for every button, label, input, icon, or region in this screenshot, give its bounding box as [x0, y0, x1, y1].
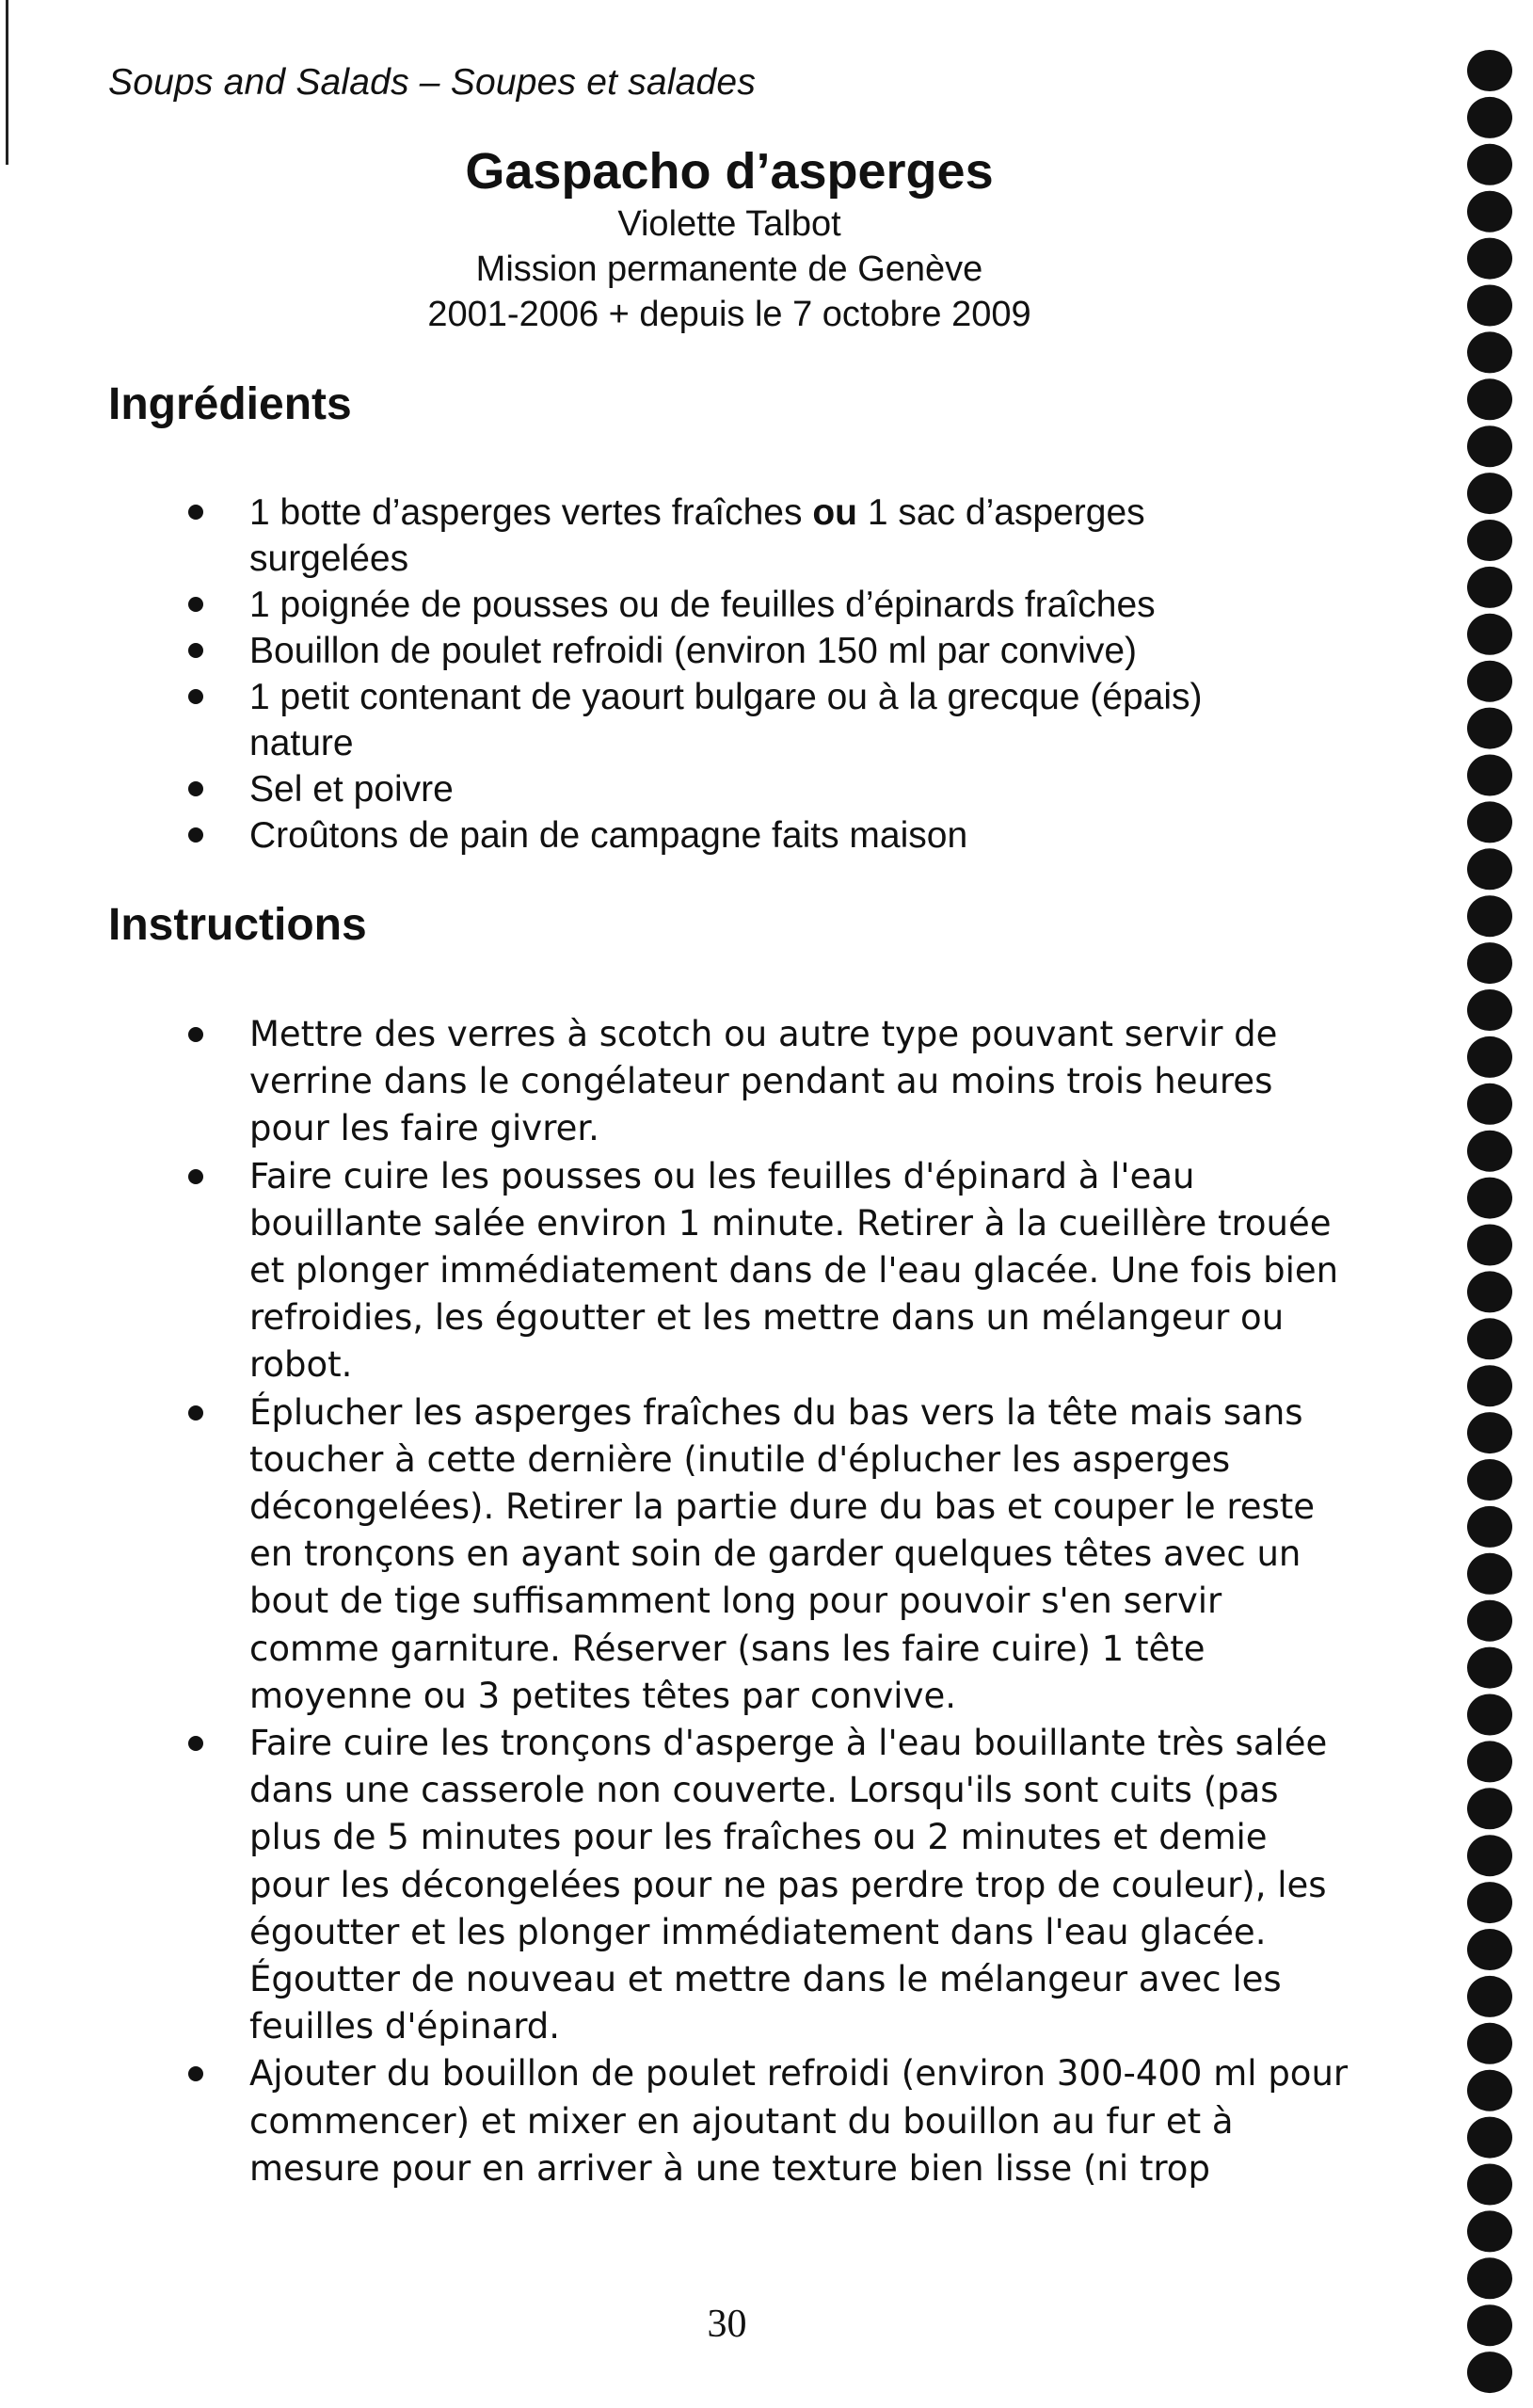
bullet-icon — [188, 827, 203, 843]
recipe-title: Gaspacho d’asperges — [465, 143, 994, 200]
recipe-author: Violette Talbot — [617, 204, 841, 244]
binding-hole-icon — [1467, 2023, 1512, 2064]
bullet-icon — [188, 505, 203, 520]
instruction-step — [179, 1011, 1355, 1153]
binding-hole-icon — [1467, 1506, 1512, 1548]
binding-hole-icon — [1467, 473, 1512, 514]
binding-hole-icon — [1467, 801, 1512, 843]
bullet-icon — [188, 597, 203, 612]
binding-hole-icon — [1467, 285, 1512, 327]
binding-hole-icon — [1467, 1271, 1512, 1312]
ingredients-list — [179, 490, 1233, 859]
binding-hole-icon — [1467, 1741, 1512, 1782]
binding-hole-icon — [1467, 895, 1512, 937]
bullet-icon — [188, 781, 203, 796]
binding-hole-icon — [1467, 1084, 1512, 1125]
instruction-text: Ajouter du bouillon de poulet refroidi (environ 300-400 ml pour commencer) et mixer en ajoutant du bouillon au fur et à mesure pour en arriver à une texture bien lisse (ni trop — [249, 2053, 1349, 2189]
instruction-step — [179, 2050, 1355, 2192]
binding-hole-icon — [1467, 1929, 1512, 1970]
instruction-step — [179, 1153, 1355, 1389]
instructions-list — [179, 1011, 1355, 2192]
bullet-icon — [188, 1169, 203, 1184]
ingredients-heading: Ingrédients — [108, 379, 352, 429]
page-number: 30 — [707, 2303, 747, 2346]
bullet-icon — [188, 2066, 203, 2081]
ingredient-text: 1 poignée de pousses ou de feuilles d’épinards fraîches — [249, 585, 1156, 625]
instructions-heading: Instructions — [108, 900, 367, 950]
binding-hole-icon — [1467, 755, 1512, 796]
instruction-text: Mettre des verres à scotch ou autre type pouvant servir de verrine dans le congélateur pendant au moins trois heures pour les faire givrer. — [249, 1014, 1278, 1149]
ingredient-text: Bouillon de poulet refroidi (environ 150 ml par convive) — [249, 631, 1138, 671]
running-head: Soups and Salads – Soupes et salades — [108, 62, 757, 103]
binding-hole-icon — [1467, 191, 1512, 233]
binding-hole-icon — [1467, 2210, 1512, 2252]
binding-hole-icon — [1467, 1225, 1512, 1266]
binding-hole-icon — [1467, 708, 1512, 749]
recipe-dates: 2001-2006 + depuis le 7 octobre 2009 — [427, 295, 1031, 334]
binding-hole-icon — [1467, 97, 1512, 138]
binding-hole-icon — [1467, 614, 1512, 655]
binding-hole-icon — [1467, 1131, 1512, 1172]
binding-hole-icon — [1467, 1318, 1512, 1359]
ingredient-item — [179, 628, 1233, 674]
binding-hole-icon — [1467, 1553, 1512, 1595]
ingredient-item — [179, 766, 1233, 812]
binding-hole-icon — [1467, 238, 1512, 280]
instruction-text: Faire cuire les tronçons d'asperge à l'eau bouillante très salée dans une casserole non couverte. Lorsqu'ils sont cuits (pas plus de 5 minutes pour les fraîches ou 2 minutes et demie pour les décongelées pour ne pas perdre trop de couleur), les égoutter et les plonger immédiatement dans l'eau glacée. Égoutter de nouveau et mettre dans le mélangeur avec les feuilles d'épinard. — [249, 1723, 1328, 2047]
binding-hole-icon — [1467, 1459, 1512, 1501]
bullet-icon — [188, 1736, 203, 1751]
recipe-organization: Mission permanente de Genève — [475, 249, 983, 289]
ingredient-item — [179, 582, 1233, 628]
binding-hole-icon — [1467, 1365, 1512, 1406]
bullet-icon — [188, 1027, 203, 1042]
instruction-step — [179, 1720, 1355, 2050]
instruction-step — [179, 1389, 1355, 1720]
binding-hole-icon — [1467, 2117, 1512, 2159]
binding-hole-icon — [1467, 1647, 1512, 1689]
ingredient-text: 1 petit contenant de yaourt bulgare ou à la grecque (épais) nature — [249, 677, 1203, 763]
binding-hole-icon — [1467, 425, 1512, 467]
binding-hole-icon — [1467, 331, 1512, 373]
binding-hole-icon — [1467, 520, 1512, 561]
binding-hole-icon — [1467, 1788, 1512, 1829]
title-block — [358, 141, 1101, 337]
binding-holes-graphic — [1439, 0, 1533, 2408]
binding-hole-icon — [1467, 989, 1512, 1031]
binding-hole-icon — [1467, 2304, 1512, 2346]
ingredient-text: 1 sac d’asperges surgelées — [249, 492, 1145, 579]
binding-hole-icon — [1467, 2164, 1512, 2206]
binding-hole-icon — [1467, 1412, 1512, 1453]
binding-hole-icon — [1467, 2352, 1512, 2393]
ingredient-text: Sel et poivre — [249, 769, 454, 810]
binding-hole-icon — [1467, 1036, 1512, 1078]
ingredient-item — [179, 812, 1233, 859]
binding-hole-icon — [1467, 144, 1512, 185]
binding-hole-icon — [1467, 50, 1512, 91]
ingredient-text: 1 botte d’asperges vertes fraîches — [249, 492, 813, 533]
binding-hole-icon — [1467, 2257, 1512, 2299]
page-edge-rule — [6, 0, 8, 165]
ingredient-item — [179, 490, 1233, 582]
bullet-icon — [188, 643, 203, 658]
binding-hole-icon — [1467, 1835, 1512, 1876]
binding-hole-icon — [1467, 942, 1512, 984]
binding-hole-icon — [1467, 848, 1512, 890]
binding-holes — [1439, 0, 1533, 2408]
binding-hole-icon — [1467, 567, 1512, 608]
ingredient-item — [179, 674, 1233, 766]
binding-hole-icon — [1467, 1976, 1512, 2017]
binding-hole-icon — [1467, 1178, 1512, 1219]
instruction-text: Éplucher les asperges fraîches du bas vers la tête mais sans toucher à cette dernière (inutile d'éplucher les asperges décongelées). Retirer la partie dure du bas et couper le reste en tronçons en ayant soin de garder quelques têtes avec un bout de tige suffisamment long pour pouvoir s'en servir comme garniture. Réserver (sans les faire cuire) 1 tête moyenne ou 3 petites têtes par convive. — [249, 1391, 1316, 1716]
bullet-icon — [188, 1405, 203, 1421]
binding-hole-icon — [1467, 378, 1512, 420]
binding-hole-icon — [1467, 2070, 1512, 2111]
binding-hole-icon — [1467, 1882, 1512, 1923]
bullet-icon — [188, 689, 203, 704]
instruction-text: Faire cuire les pousses ou les feuilles d'épinard à l'eau bouillante salée environ 1 minute. Retirer à la cueillère trouée et plonger immédiatement dans de l'eau glacée. Une fois bien refroidies, les égoutter et les mettre dans un mélangeur ou robot. — [249, 1155, 1339, 1386]
ingredient-text: Croûtons de pain de campagne faits maison — [249, 815, 968, 856]
ingredient-emphasis: ou — [812, 492, 857, 533]
binding-hole-icon — [1467, 1694, 1512, 1736]
binding-hole-icon — [1467, 661, 1512, 702]
binding-hole-icon — [1467, 1600, 1512, 1642]
